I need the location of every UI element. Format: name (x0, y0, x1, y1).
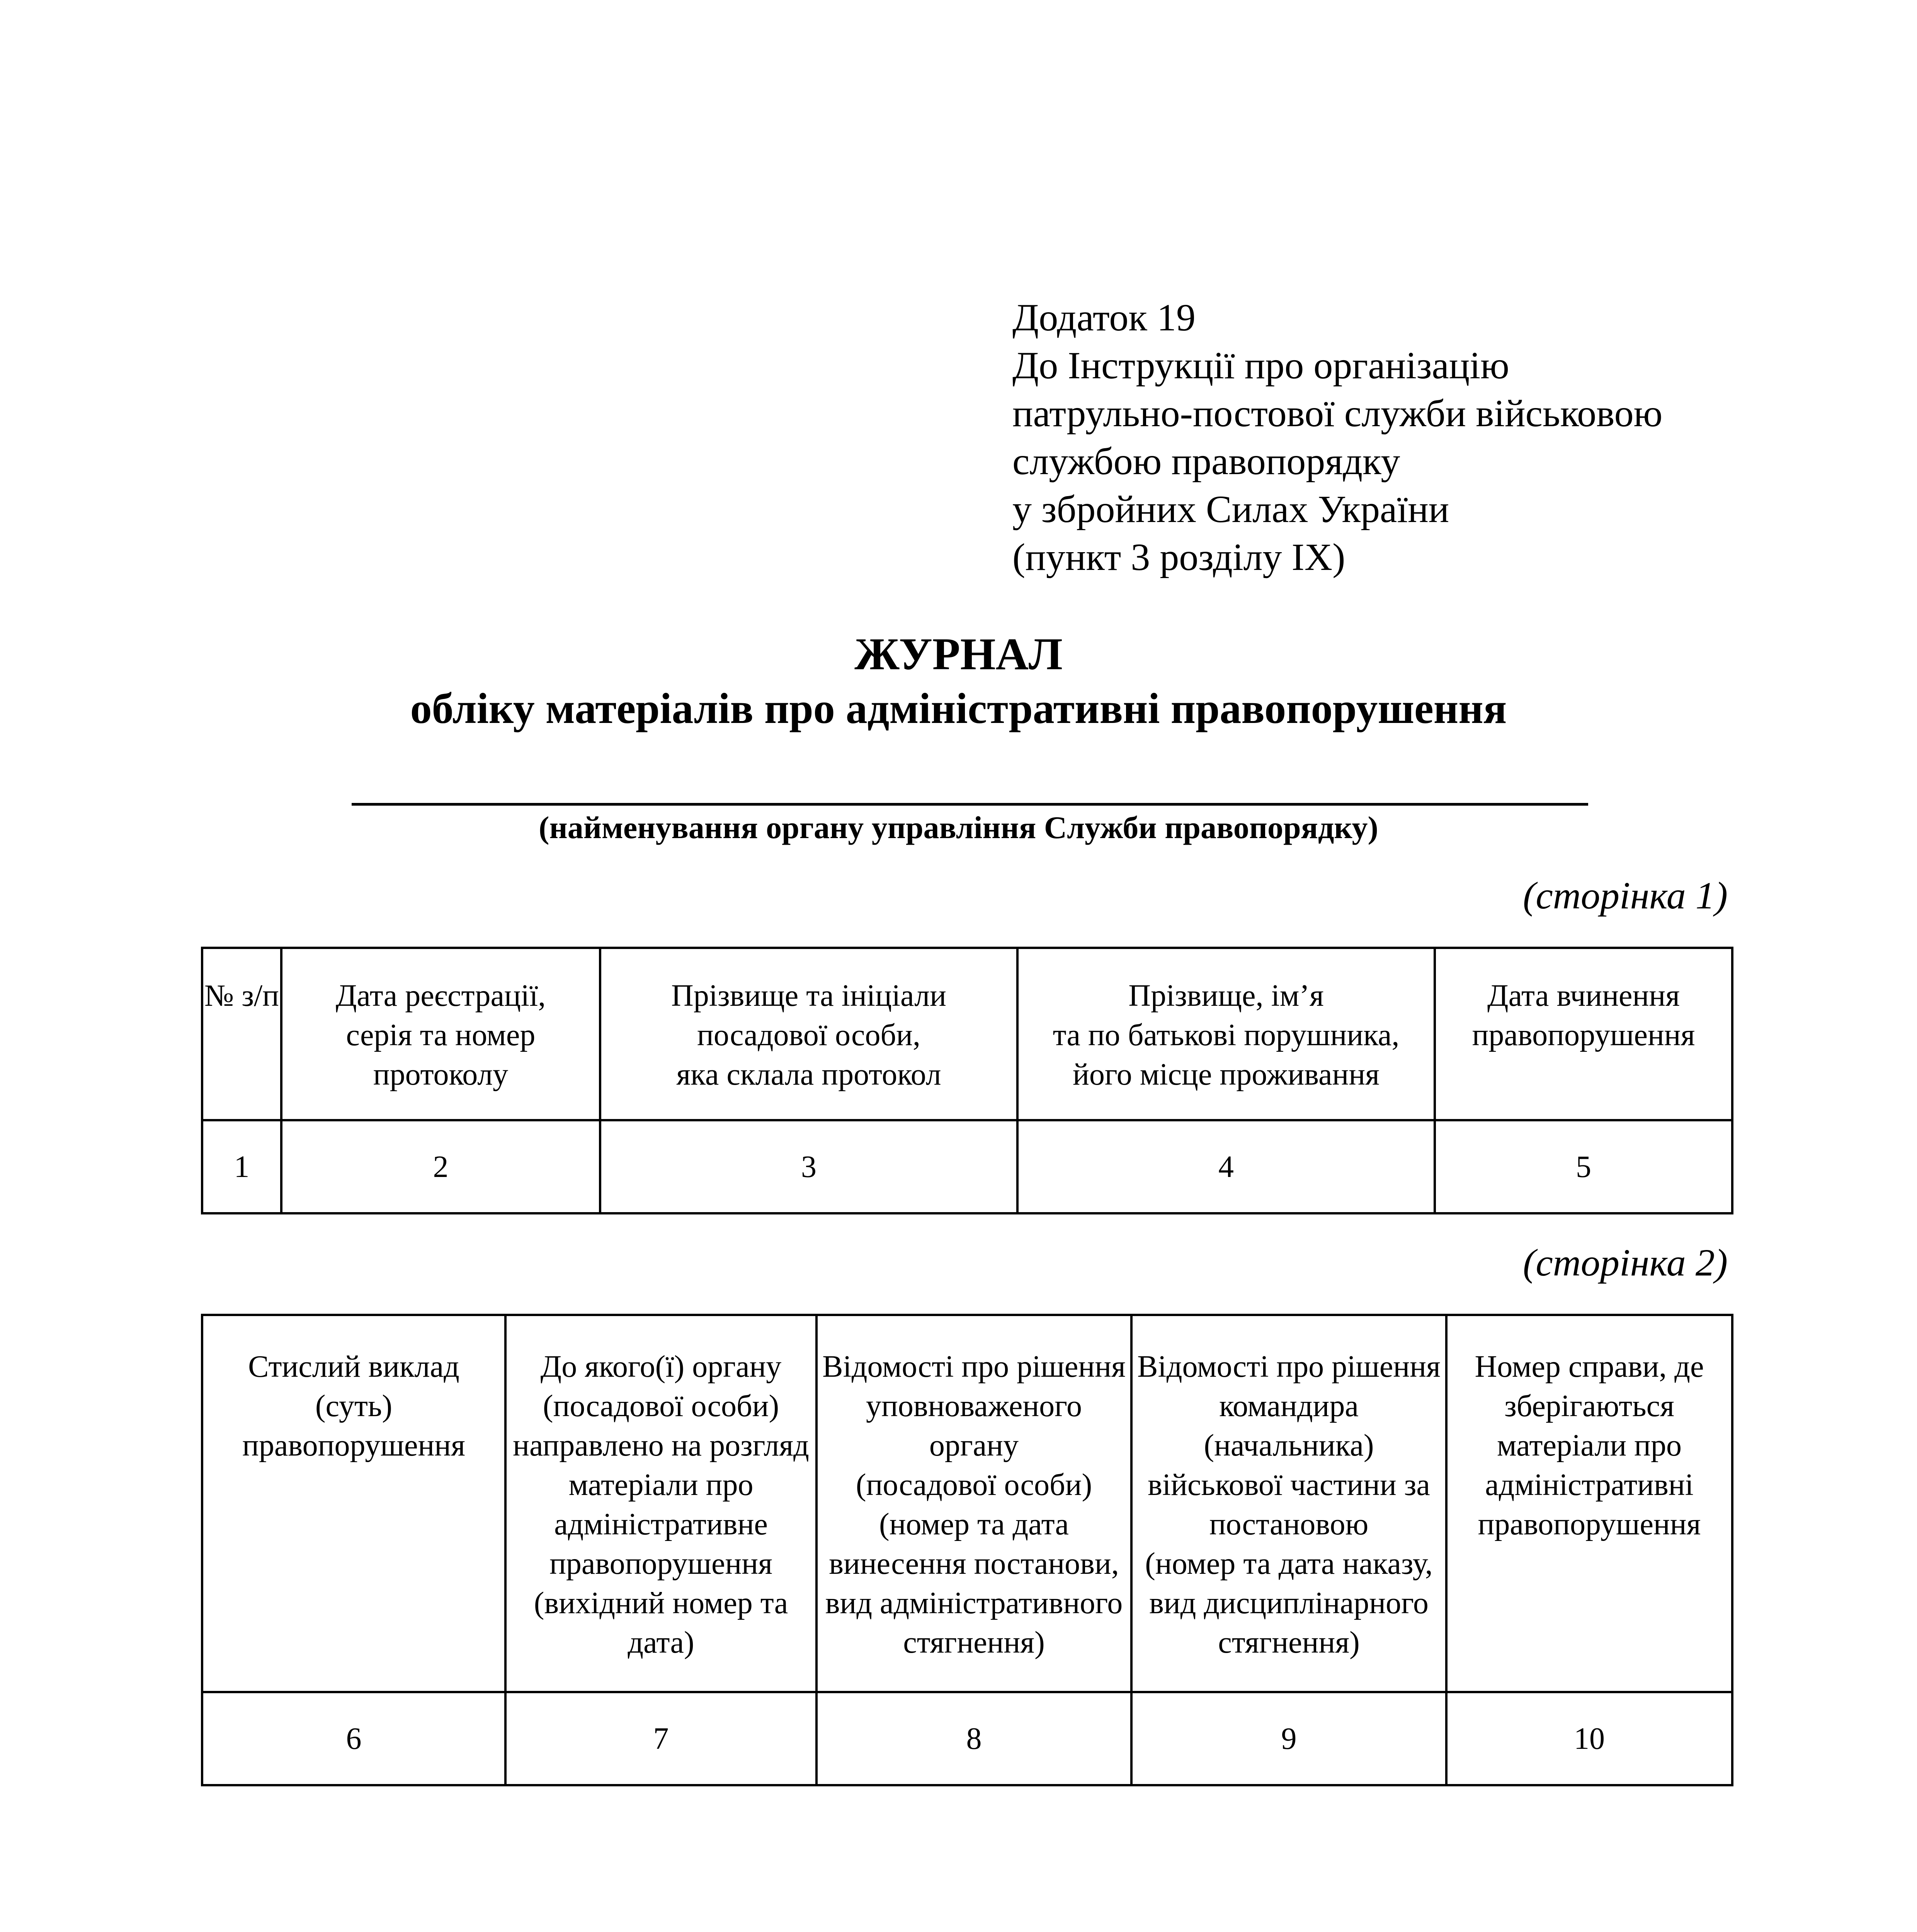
appendix-line: у збройних Силах України (1012, 488, 1449, 531)
header-line: (номер та дата (879, 1507, 1069, 1541)
header-line: матеріали про (1497, 1429, 1682, 1463)
header-line: зберігаються (1504, 1389, 1674, 1423)
journal-title: ЖУРНАЛ (854, 629, 1063, 679)
header-line: адміністративне (554, 1507, 768, 1541)
header-line: його місце проживання (1073, 1058, 1379, 1092)
column-number: 9 (1131, 1692, 1446, 1785)
header-cell (202, 1315, 505, 1692)
column-number-row (202, 1692, 1732, 1785)
appendix-line: службою правопорядку (1012, 440, 1400, 483)
header-line: вид дисциплінарного (1149, 1586, 1429, 1620)
header-line: Дата вчинення (1487, 979, 1680, 1013)
appendix-line: До Інструкції про організацію (1012, 344, 1509, 387)
header-cell (1017, 948, 1435, 1120)
header-line: До якого(ї) органу (540, 1350, 782, 1384)
journal-table-page-1 (201, 947, 1733, 1214)
header-cell (202, 948, 281, 1120)
header-line: Відомості про рішення (1137, 1350, 1441, 1384)
header-line: уповноваженого (866, 1389, 1082, 1423)
column-number: 6 (202, 1692, 505, 1785)
header-line: серія та номер (346, 1018, 536, 1052)
column-number: 2 (281, 1120, 600, 1213)
header-line: Прізвище, ім’я (1128, 979, 1324, 1013)
header-line: стягнення) (903, 1626, 1045, 1660)
header-line: правопорушення (1472, 1018, 1695, 1052)
header-line: (посадової особи) (543, 1389, 779, 1423)
header-cell (505, 1315, 816, 1692)
organization-caption: (найменування органу управління Служби правопорядку) (539, 810, 1378, 845)
header-line: № з/п (204, 979, 279, 1013)
header-line: правопорушення (242, 1429, 465, 1463)
column-number-row (202, 1120, 1732, 1213)
column-number: 7 (505, 1692, 816, 1785)
appendix-line: (пункт 3 розділу IX) (1012, 536, 1345, 578)
header-cell (1446, 1315, 1732, 1692)
header-line: правопорушення (549, 1547, 772, 1581)
header-line: (начальника) (1204, 1429, 1374, 1463)
header-line: Прізвище та ініціали (671, 979, 946, 1013)
header-cell (1435, 948, 1732, 1120)
header-line: Номер справи, де (1475, 1350, 1704, 1384)
header-line: дата) (628, 1626, 694, 1660)
header-line: постановою (1209, 1507, 1369, 1541)
column-number: 4 (1017, 1120, 1435, 1213)
header-line: командира (1219, 1389, 1359, 1423)
appendix-line: патрульно-постової служби військовою (1012, 392, 1663, 435)
header-line: адміністративні (1485, 1468, 1694, 1502)
column-number: 3 (600, 1120, 1017, 1213)
appendix-line: Додаток 19 (1012, 296, 1196, 339)
header-line: (суть) (315, 1389, 393, 1423)
header-line: винесення постанови, (829, 1547, 1119, 1581)
header-line: (номер та дата наказу, (1145, 1547, 1433, 1581)
appendix-block (1012, 294, 1662, 581)
column-number: 1 (202, 1120, 281, 1213)
organization-name-line (352, 803, 1588, 806)
header-cell (816, 1315, 1131, 1692)
column-number: 8 (816, 1692, 1131, 1785)
journal-subtitle: обліку матеріалів про адміністративні правопорушення (410, 685, 1507, 733)
column-number: 5 (1435, 1120, 1732, 1213)
header-line: матеріали про (568, 1468, 754, 1502)
header-line: протоколу (373, 1058, 509, 1092)
header-line: (посадової особи) (856, 1468, 1092, 1502)
column-number: 10 (1446, 1692, 1732, 1785)
header-line: яка склала протокол (676, 1058, 941, 1092)
header-row (202, 1315, 1732, 1692)
header-line: вид адміністративного (825, 1586, 1123, 1620)
header-line: Дата реєстрації, (335, 979, 546, 1013)
header-row (202, 948, 1732, 1120)
header-cell (600, 948, 1017, 1120)
header-line: органу (929, 1429, 1019, 1463)
header-line: правопорушення (1478, 1507, 1701, 1541)
header-line: (вихідний номер та (534, 1586, 788, 1620)
header-line: направлено на розгляд (513, 1429, 809, 1463)
header-line: військової частини за (1148, 1468, 1430, 1502)
header-line: посадової особи, (697, 1018, 920, 1052)
header-line: Стислий виклад (248, 1350, 459, 1384)
header-cell (1131, 1315, 1446, 1692)
header-line: та по батькові порушника, (1053, 1018, 1400, 1052)
header-line: Відомості про рішення (822, 1350, 1126, 1384)
header-line: стягнення) (1218, 1626, 1360, 1660)
header-cell (281, 948, 600, 1120)
journal-table-page-2 (201, 1314, 1733, 1786)
page-1-label: (сторінка 1) (1523, 874, 1728, 917)
page-2-label: (сторінка 2) (1523, 1241, 1728, 1284)
